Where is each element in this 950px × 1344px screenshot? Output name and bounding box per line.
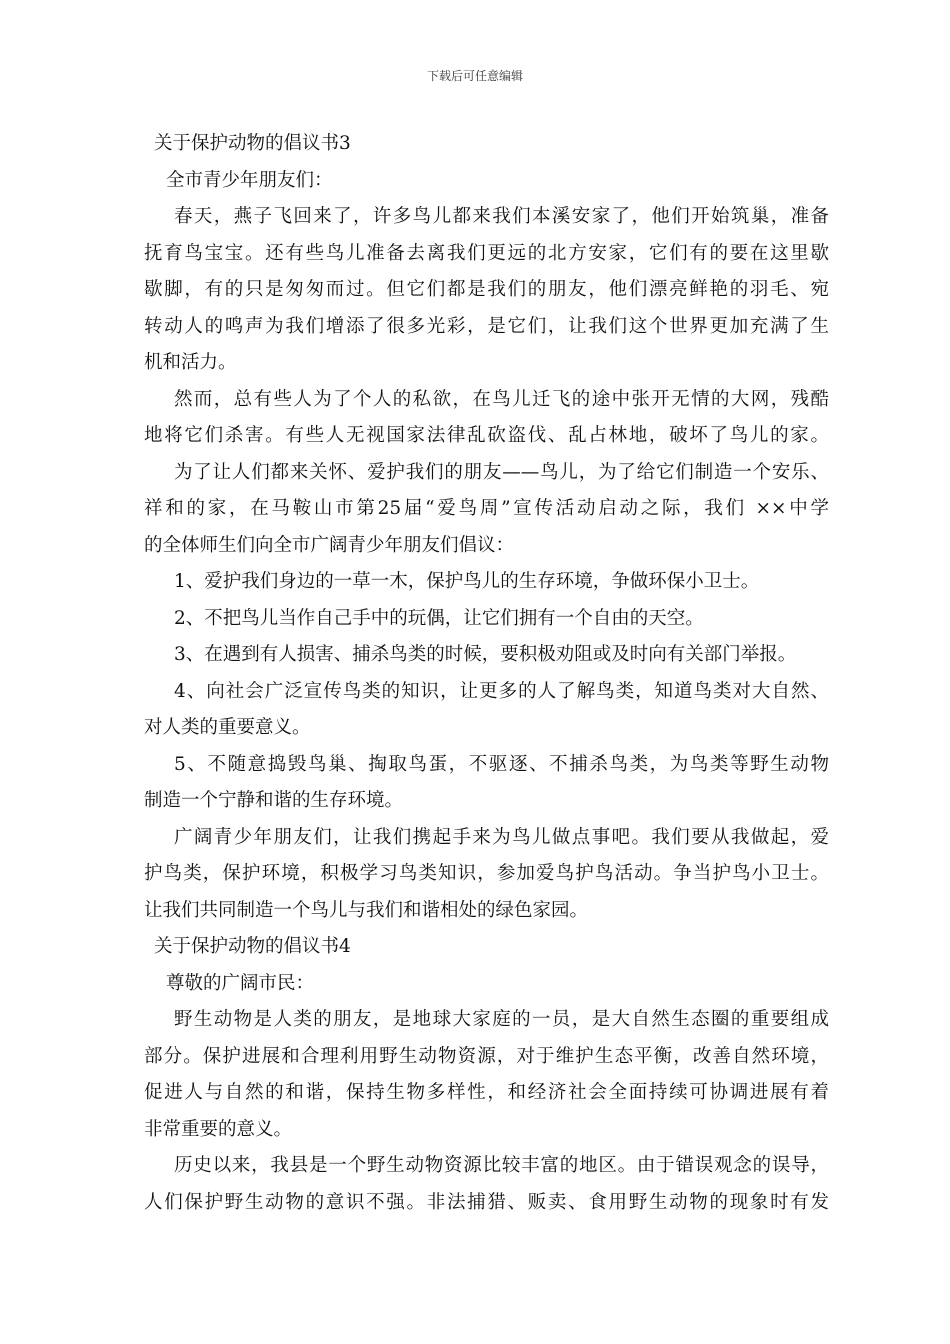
list-item: 1、爱护我们身边的一草一木，保护鸟儿的生存环境，争做环保小卫士。: [174, 571, 760, 592]
paragraph-line: 促进人与自然的和谐，保持生物多样性，和经济社会全面持续可协调进展有着: [144, 1082, 829, 1103]
paragraph-line: 让我们共同制造一个鸟儿与我们和谐相处的绿色家园。: [144, 899, 589, 921]
paragraph-line: 野生动物是人类的朋友，是地球大家庭的一员，是大自然生态圈的重要组成: [174, 1009, 829, 1030]
list-item-continuation: 制造一个宁静和谐的生存环境。: [144, 790, 404, 811]
paragraph-line: 地将它们杀害。有些人无视国家法律乱砍盗伐、乱占林地，破坏了鸟儿的家。: [144, 425, 829, 446]
section-title: 关于保护动物的倡议书3: [154, 133, 351, 154]
paragraph-line: 部分。保护进展和合理利用野生动物资源，对于维护生态平衡，改善自然环境，: [144, 1045, 829, 1067]
paragraph-line: 机和活力。: [144, 352, 237, 373]
paragraph-line: 历史以来，我县是一个野生动物资源比较丰富的地区。由于错误观念的误导，: [174, 1155, 829, 1176]
paragraph-line: 歇脚，有的只是匆匆而过。但它们都是我们的朋友，他们漂亮鲜艳的羽毛、宛: [144, 279, 829, 300]
paragraph-line: 为了让人们都来关怀、爱护我们的朋友——鸟儿，为了给它们制造一个安乐、: [174, 461, 829, 483]
list-item: 4、向社会广泛宣传鸟类的知识，让更多的人了解鸟类，知道鸟类对大自然、: [174, 680, 829, 702]
paragraph-line: 广阔青少年朋友们，让我们携起手来为鸟儿做点事吧。我们要从我做起，爱: [174, 826, 829, 848]
paragraph-line: 护鸟类，保护环境，积极学习鸟类知识，参加爱鸟护鸟活动。争当护鸟小卫士。: [144, 863, 829, 884]
list-item: 5、不随意捣毁鸟巢、掏取鸟蛋，不驱逐、不捕杀鸟类，为鸟类等野生动物: [174, 753, 829, 775]
page-header: 下载后可任意编辑: [426, 69, 523, 83]
paragraph-line: 祥和的家，在马鞍山市第25届“爱鸟周”宣传活动启动之际，我们 ××中学: [144, 498, 829, 519]
section-title: 关于保护动物的倡议书4: [154, 936, 351, 957]
paragraph-line: 然而，总有些人为了个人的私欲，在鸟儿迁飞的途中张开无情的大网，残酷: [174, 388, 829, 410]
list-item: 2、不把鸟儿当作自己手中的玩偶，让它们拥有一个自由的天空。: [174, 607, 704, 629]
paragraph-line: 春天，燕子飞回来了，许多鸟儿都来我们本溪安家了，他们开始筑巢，准备: [174, 206, 829, 227]
paragraph-line: 非常重要的意义。: [144, 1118, 293, 1140]
salutation: 全市青少年朋友们：: [166, 169, 333, 191]
salutation: 尊敬的广阔市民：: [166, 972, 315, 994]
paragraph-line: 人们保护野生动物的意识不强。非法捕猎、贩卖、食用野生动物的现象时有发: [144, 1191, 829, 1213]
list-item: 3、在遇到有人损害、捕杀鸟类的时候，要积极劝阻或及时向有关部门举报。: [174, 644, 797, 665]
paragraph-line: 转动人的鸣声为我们增添了很多光彩，是它们，让我们这个世界更加充满了生: [144, 315, 829, 337]
document-body: [144, 126, 829, 1221]
paragraph-line: 的全体师生们向全市广阔青少年朋友们倡议：: [144, 534, 515, 556]
paragraph-line: 抚育鸟宝宝。还有些鸟儿准备去离我们更远的北方安家，它们有的要在这里歇: [144, 242, 829, 264]
list-item-continuation: 对人类的重要意义。: [144, 717, 311, 738]
